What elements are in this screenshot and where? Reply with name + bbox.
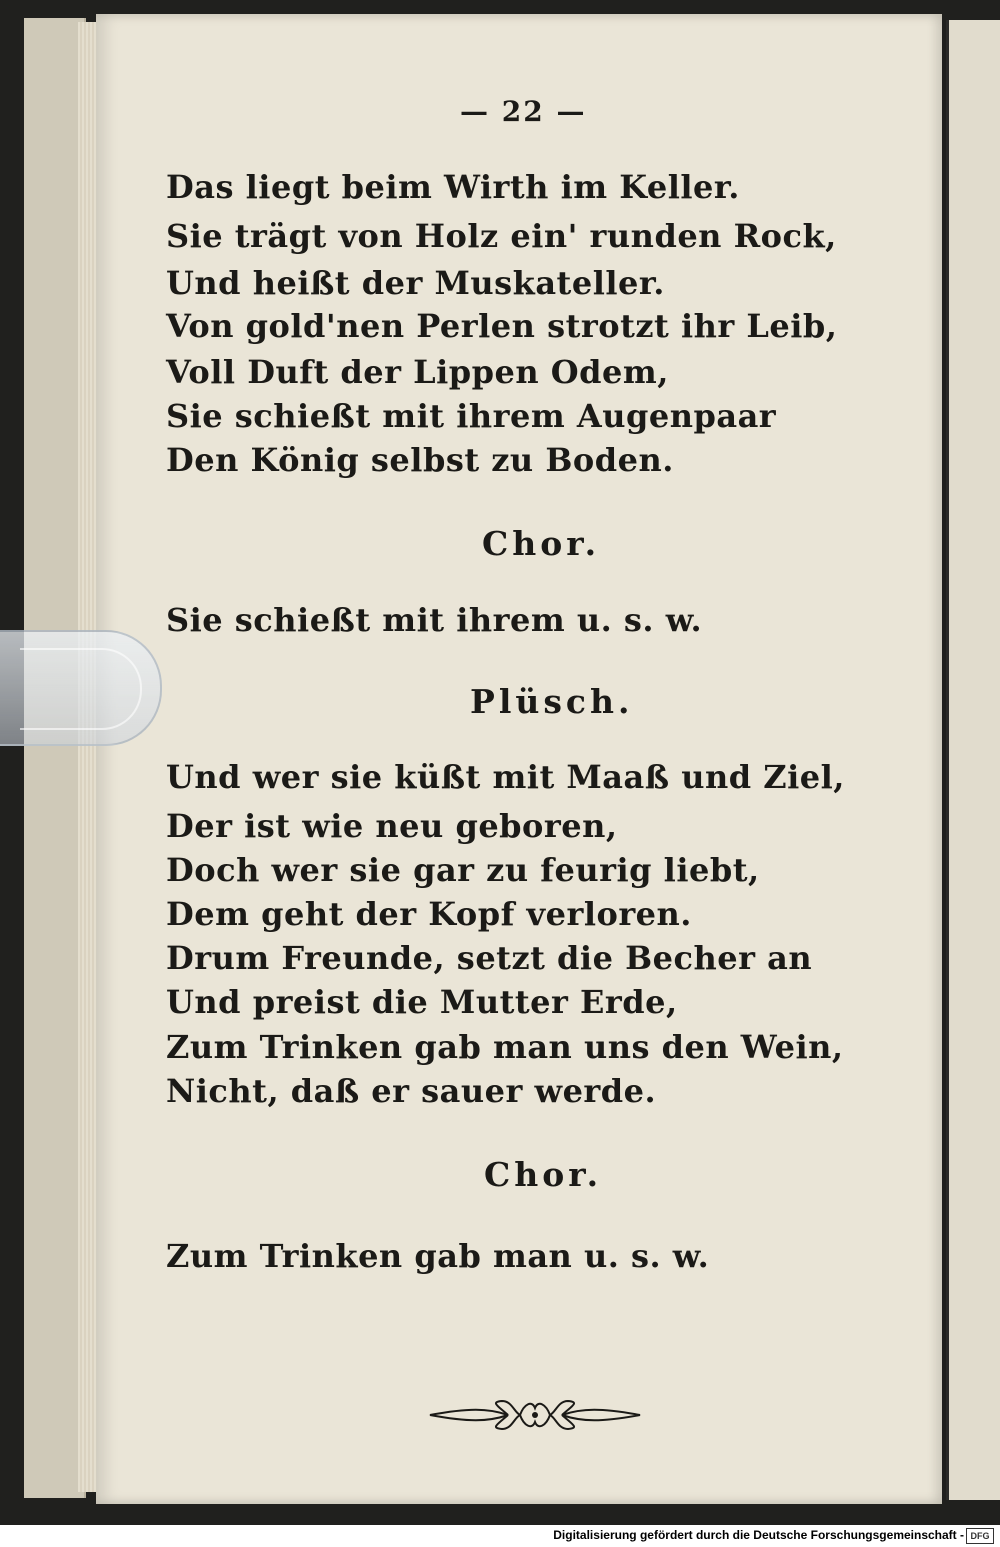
ornament-flourish-icon [428,1398,642,1432]
stanza2-line: Drum Freunde, setzt die Becher an [166,939,813,977]
stanza1-line: Von gold'nen Perlen strotzt ihr Leib, [166,307,838,345]
adjacent-page [946,20,1000,1500]
stanza2-line: Und preist die Mutter Erde, [166,983,678,1021]
stanza2-line: Der ist wie neu geboren, [166,807,618,845]
stanza2-line: Dem geht der Kopf verloren. [166,895,692,933]
chor-heading: Chor. [482,524,601,563]
stanza2-line: Nicht, daß er sauer werde. [166,1072,657,1110]
page-number: — 22 — [460,95,587,128]
stanza1-line: Das liegt beim Wirth im Keller. [166,168,740,206]
stanza1-line: Sie trägt von Holz ein' runden Rock, [166,217,837,255]
chor-heading: Chor. [484,1155,603,1194]
page-clip-highlight [20,648,142,730]
stanza1-line: Sie schießt mit ihrem Augenpaar [166,397,777,435]
speaker-heading: Plüsch. [470,682,634,721]
footer-credit: Digitalisierung gefördert durch die Deutsche Forschungsgemeinschaft - [553,1528,964,1542]
footer-bar [0,1525,1000,1547]
stanza2-line: Zum Trinken gab man uns den Wein, [166,1028,844,1066]
page-clip [0,630,162,746]
stanza1-line: Den König selbst zu Boden. [166,441,674,479]
dfg-logo: DFG [966,1528,994,1544]
stanza2-line: Doch wer sie gar zu feurig liebt, [166,851,760,889]
chor-line: Zum Trinken gab man u. s. w. [166,1237,710,1275]
stanza1-line: Voll Duft der Lippen Odem, [166,353,669,391]
stanza1-line: Und heißt der Muskateller. [166,264,665,302]
book-cover-edge [24,18,86,1498]
stanza2-line: Und wer sie küßt mit Maaß und Ziel, [166,758,845,796]
chor-line: Sie schießt mit ihrem u. s. w. [166,601,703,639]
